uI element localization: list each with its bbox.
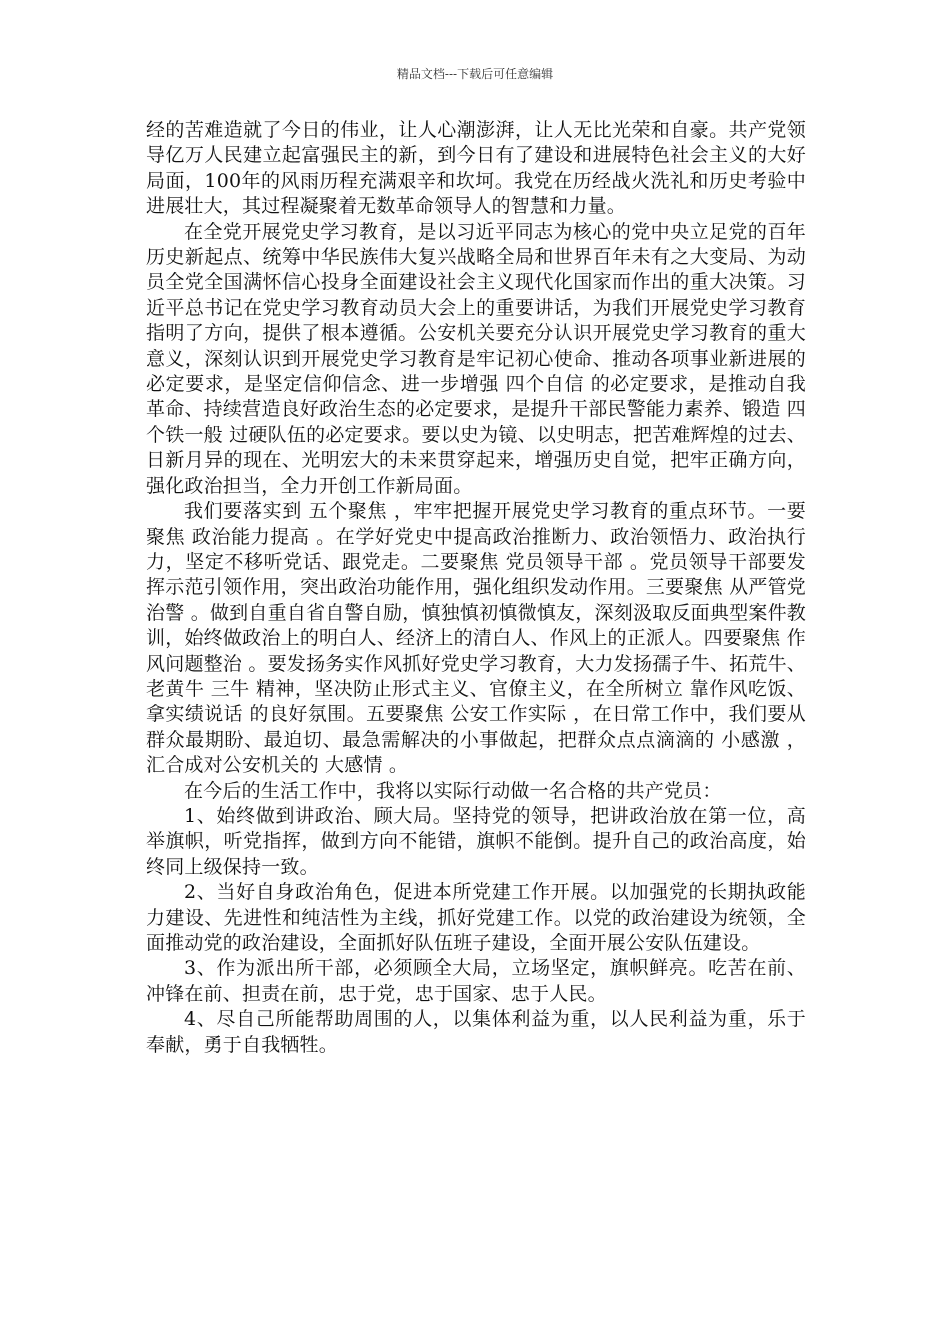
paragraph-1: 经的苦难造就了今日的伟业，让人心潮澎湃，让人无比光荣和自豪。共产党领导亿万人民建立起富强民主的新，到今日有了建设和进展特色社会主义的大好局面，100年的风雨历程充满艰辛和坎坷。我党在历经战火洗礼和历史考验中进展壮大，其过程凝聚着无数革命领导人的智慧和力量。 xyxy=(146,119,806,218)
paragraph-7: 3、作为派出所干部，必须顾全大局，立场坚定，旗帜鲜亮。吃苦在前、冲锋在前、担责在前，忠于党，忠于国家、忠于人民。 xyxy=(146,957,806,1005)
document-body xyxy=(146,118,806,1058)
paragraph-8: 4、尽自己所能帮助周围的人，以集体利益为重，以人民利益为重，乐于奉献，勇于自我牺牲。 xyxy=(146,1008,806,1056)
paragraph-4: 在今后的生活工作中，我将以实际行动做一名合格的共产党员： xyxy=(184,779,722,802)
paragraph-5: 1、始终做到讲政治、顾大局。坚持党的领导，把讲政治放在第一位，高举旗帜，听党指挥，做到方向不能错，旗帜不能倒。提升自己的政治高度，始终同上级保持一致。 xyxy=(146,804,806,878)
page-header: 精品文档---下载后可任意编辑 xyxy=(396,67,554,81)
paragraph-2: 在全党开展党史学习教育，是以习近平同志为核心的党中央立足党的百年历史新起点、统筹中华民族伟大复兴战略全局和世界百年未有之大变局、为动员全党全国满怀信心投身全面建设社会主义现代化国家而作出的重大决策。习近平总书记在党史学习教育动员大会上的重要讲话，为我们开展党史学习教育指明了方向，提供了根本遵循。公安机关要充分认识开展党史学习教育的重大意义，深刻认识到开展党史学习教育是牢记初心使命、推动各项事业新进展的必定要求，是坚定信仰信念、进一步增强 四个自信 的必定要求，是推动自我革命、持续营造良好政治生态的必定要求，是提升干部民警能力素养、锻造 四个铁一般 过硬队伍的必定要求。要以史为镜、以史明志，把苦难辉煌的过去、日新月异的现在、光明宏大的未来贯穿起来，增强历史自觉，把牢正确方向，强化政治担当，全力开创工作新局面。 xyxy=(146,220,806,497)
paragraph-3: 我们要落实到 五个聚焦 ，牢牢把握开展党史学习教育的重点环节。一要聚焦 政治能力提高 。在学好党史中提高政治推断力、政治领悟力、政治执行力，坚定不移听党话、跟党走。二要聚焦 党员领导干部 。党员领导干部要发挥示范引领作用，突出政治功能作用，强化组织发动作用。三要聚焦 从严管党治警 。做到自重自省自警自励，慎独慎初慎微慎友，深刻汲取反面典型案件教训，始终做政治上的明白人、经济上的清白人、作风上的正派人。四要聚焦 作风问题整治 。要发扬务实作风抓好党史学习教育，大力发扬孺子牛、拓荒牛、老黄牛 三牛 精神，坚决防止形式主义、官僚主义，在全所树立 靠作风吃饭、拿实绩说话 的良好氛围。五要聚焦 公安工作实际 ，在日常工作中，我们要从群众最期盼、最迫切、最急需解决的小事做起，把群众点点滴滴的 小感激 ，汇合成对公安机关的 大感情 。 xyxy=(146,500,806,777)
paragraph-6: 2、当好自身政治角色，促进本所党建工作开展。以加强党的长期执政能力建设、先进性和纯洁性为主线，抓好党建工作。以党的政治建设为统领，全面推动党的政治建设，全面抓好队伍班子建设，全面开展公安队伍建设。 xyxy=(146,881,806,954)
